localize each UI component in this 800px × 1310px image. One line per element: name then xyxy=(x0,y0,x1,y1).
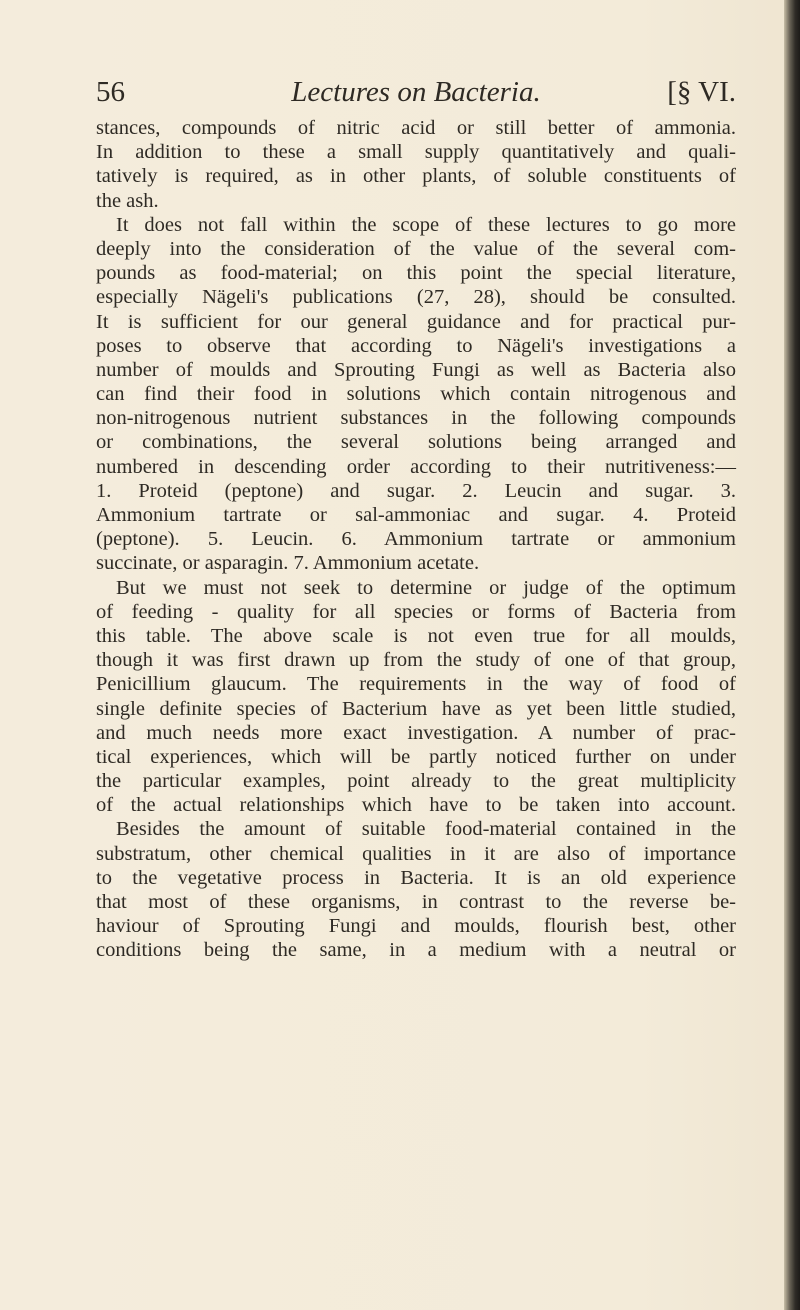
text-line: Besides the amount of suitable food-material contained in the xyxy=(116,818,736,841)
text-line: numbered in descending order according to their nutritiveness:— xyxy=(96,455,736,478)
page-header xyxy=(96,76,736,116)
text-line: of the actual relationships which have to be taken into account. xyxy=(96,794,736,817)
text-line: can find their food in solutions which contain nitrogenous and xyxy=(96,383,736,406)
text-line: non-nitrogenous nutrient substances in the following compounds xyxy=(96,407,736,430)
text-line: the particular examples, point already to the great multiplicity xyxy=(96,770,736,793)
text-line: number of moulds and Sprouting Fungi as well as Bacteria also xyxy=(96,358,736,381)
text-line: Penicillium glaucum. The requirements in the way of food of xyxy=(96,673,736,696)
text-line: In addition to these a small supply quantitatively and quali- xyxy=(96,141,736,164)
body-text xyxy=(96,116,736,963)
text-line: succinate, or asparagin. 7. Ammonium acetate. xyxy=(96,552,480,575)
text-line: haviour of Sprouting Fungi and moulds, flourish best, other xyxy=(96,915,736,938)
section-reference: [§ VI. xyxy=(667,76,736,108)
text-line: Ammonium tartrate or sal-ammoniac and sugar. 4. Proteid xyxy=(96,504,736,526)
text-line: substratum, other chemical qualities in it are also of importance xyxy=(96,842,736,865)
text-line: that most of these organisms, in contrast to the reverse be- xyxy=(96,891,736,913)
text-line: tatively is required, as in other plants, of soluble constituents of xyxy=(96,165,736,188)
text-line: conditions being the same, in a medium with a neutral or xyxy=(96,939,736,962)
text-line: stances, compounds of nitric acid or still better of ammonia. xyxy=(96,117,736,139)
text-line: the ash. xyxy=(96,189,159,212)
text-line: and much needs more exact investigation. A number of prac- xyxy=(96,721,736,744)
text-line: But we must not seek to determine or judge of the optimum xyxy=(116,576,736,599)
page-edge-shadow xyxy=(784,0,800,1310)
text-line: 1. Proteid (peptone) and sugar. 2. Leucin and sugar. 3. xyxy=(96,479,736,502)
text-line: tical experiences, which will be partly noticed further on under xyxy=(96,745,736,768)
text-line: poses to observe that according to Nägeli's investigations a xyxy=(96,334,736,357)
text-line: It does not fall within the scope of these lectures to go more xyxy=(116,213,736,236)
text-line: to the vegetative process in Bacteria. It is an old experience xyxy=(96,866,736,889)
text-line: single definite species of Bacterium have as yet been little studied, xyxy=(96,697,736,720)
text-line: though it was first drawn up from the study of one of that group, xyxy=(96,649,736,672)
text-line: or combinations, the several solutions being arranged and xyxy=(96,431,736,454)
text-line: of feeding - quality for all species or forms of Bacteria from xyxy=(96,600,736,623)
text-line: (peptone). 5. Leucin. 6. Ammonium tartrate or ammonium xyxy=(96,528,736,551)
page-number: 56 xyxy=(96,76,125,108)
text-line: deeply into the consideration of the value of the several com- xyxy=(96,237,736,260)
text-line: It is sufficient for our general guidance and for practical pur- xyxy=(96,310,736,333)
running-title: Lectures on Bacteria. xyxy=(291,76,541,108)
text-line: pounds as food-material; on this point the special literature, xyxy=(96,262,736,285)
text-line: this table. The above scale is not even true for all moulds, xyxy=(96,624,736,647)
text-line: especially Nägeli's publications (27, 28), should be consulted. xyxy=(96,286,736,309)
